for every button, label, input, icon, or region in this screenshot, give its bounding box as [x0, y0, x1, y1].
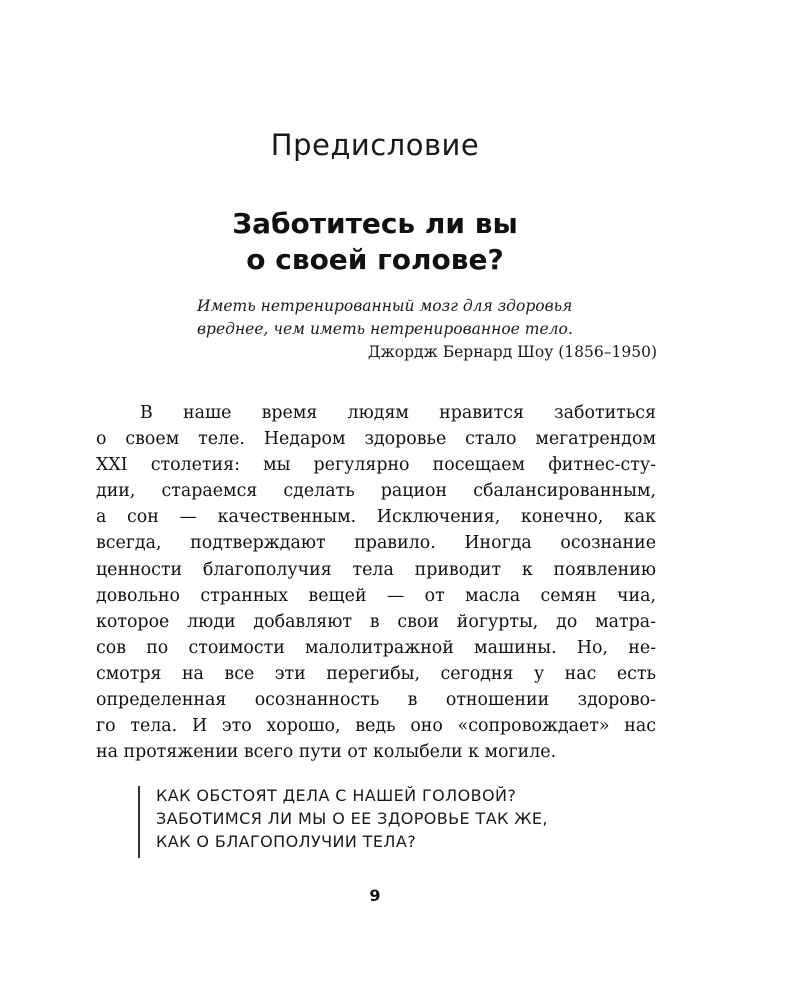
body-line: го тела. И это хорошо, ведь оно «сопровождает» нас — [96, 716, 656, 737]
body-line: а сон — качественным. Исключения, конечно, как — [96, 507, 656, 528]
headline-line: о своей голове? — [246, 243, 504, 276]
body-line: смотря на все эти перегибы, сегодня у нас есть — [96, 663, 656, 684]
body-line: на протяжении всего пути от колыбели к могиле. — [96, 742, 557, 763]
callout-line: КАК ОБСТОЯТ ДЕЛА С НАШЕЙ ГОЛОВОЙ? — [156, 786, 517, 805]
callout-line: ЗАБОТИМСЯ ЛИ МЫ О ЕЕ ЗДОРОВЬЕ ТАК ЖЕ, — [156, 809, 548, 828]
body-line: XXI столетия: мы регулярно посещаем фитнес-сту- — [96, 455, 656, 476]
epigraph-quote-line: вреднее, чем иметь нетренированное тело. — [197, 320, 573, 338]
body-line: о своем теле. Недаром здоровье стало мегатрендом — [96, 429, 656, 450]
epigraph — [197, 295, 657, 364]
epigraph-quote-line: Иметь нетренированный мозг для здоровья — [197, 297, 573, 315]
headline-line: Заботитесь ли вы — [232, 207, 518, 240]
body-line: определенная осознанность в отношении здорово- — [96, 690, 656, 711]
body-line: ценности благополучия тела приводит к появлению — [96, 559, 656, 580]
section-headline — [0, 206, 750, 278]
body-paragraph — [96, 400, 656, 765]
body-line: сов по стоимости малолитражной машины. Но, не- — [96, 637, 656, 658]
body-line: довольно странных вещей — от масла семян чиа, — [96, 585, 656, 606]
body-line: всегда, подтверждают правило. Иногда осознание — [96, 533, 656, 554]
callout-quote — [138, 786, 548, 858]
body-line: дии, стараемся сделать рацион сбалансированным, — [96, 481, 656, 502]
callout-line: КАК О БЛАГОПОЛУЧИИ ТЕЛА? — [156, 832, 417, 851]
body-line: которое люди добавляют в свои йогурты, до матра- — [96, 611, 656, 632]
epigraph-author: Джордж Бернард Шоу (1856–1950) — [367, 343, 657, 361]
page-number: 9 — [369, 886, 381, 905]
body-line: В наше время людям нравится заботиться — [140, 403, 656, 423]
chapter-title: Предисловие — [270, 128, 480, 162]
